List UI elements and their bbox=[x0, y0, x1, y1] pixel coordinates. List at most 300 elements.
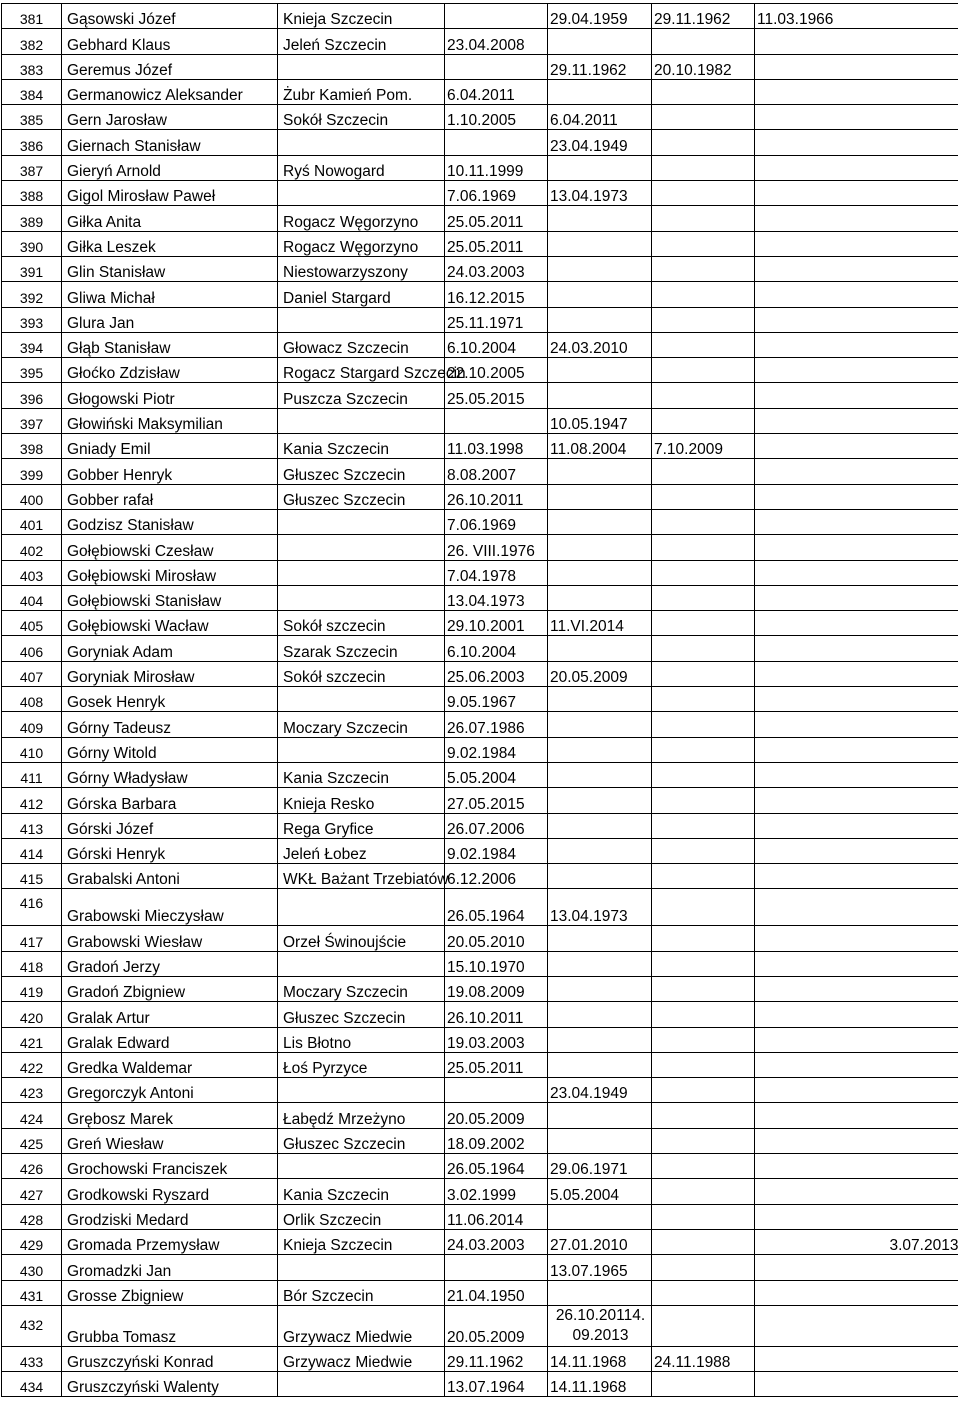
date-6-cell bbox=[888, 1154, 958, 1179]
row-number-cell: 387 bbox=[2, 155, 62, 180]
date-2-cell bbox=[548, 484, 652, 509]
date-1-cell bbox=[445, 408, 548, 433]
club-name-cell: Knieja Resko bbox=[278, 788, 445, 813]
table-row bbox=[2, 484, 958, 509]
date-4-cell bbox=[755, 155, 825, 180]
row-number-cell: 402 bbox=[2, 535, 62, 560]
member-name-cell: Grosse Zbigniew bbox=[62, 1280, 278, 1305]
date-1-cell: 3.02.1999 bbox=[445, 1179, 548, 1204]
date-6-cell bbox=[888, 1346, 958, 1371]
club-name-cell: Moczary Szczecin bbox=[278, 976, 445, 1001]
table-row bbox=[2, 535, 958, 560]
date-4-cell bbox=[755, 29, 825, 54]
member-name-cell: Gradoń Zbigniew bbox=[62, 976, 278, 1001]
date-3-cell bbox=[652, 1372, 755, 1397]
date-2-cell bbox=[548, 636, 652, 661]
date-5-cell bbox=[825, 358, 888, 383]
row-number-cell: 399 bbox=[2, 459, 62, 484]
date-5-cell bbox=[825, 4, 888, 29]
table-row bbox=[2, 130, 958, 155]
row-number-cell: 381 bbox=[2, 4, 62, 29]
date-3-cell bbox=[652, 976, 755, 1001]
date-6-cell bbox=[888, 926, 958, 951]
date-6-cell bbox=[888, 231, 958, 256]
date-6-cell bbox=[888, 1179, 958, 1204]
club-name-cell bbox=[278, 1255, 445, 1280]
date-4-cell bbox=[755, 383, 825, 408]
club-name-cell: Kania Szczecin bbox=[278, 1179, 445, 1204]
club-name-cell bbox=[278, 535, 445, 560]
date-1-cell: 13.04.1973 bbox=[445, 585, 548, 610]
row-number-cell: 413 bbox=[2, 813, 62, 838]
date-1-cell: 10.11.1999 bbox=[445, 155, 548, 180]
date-6-cell bbox=[888, 79, 958, 104]
date-3-cell: 20.10.1982 bbox=[652, 54, 755, 79]
date-3-cell bbox=[652, 1179, 755, 1204]
date-1-cell: 6.12.2006 bbox=[445, 864, 548, 889]
date-4-cell bbox=[755, 1204, 825, 1229]
table-row bbox=[2, 54, 958, 79]
row-number-cell: 406 bbox=[2, 636, 62, 661]
date-4-cell bbox=[755, 762, 825, 787]
date-3-cell bbox=[652, 762, 755, 787]
date-1-cell: 6.04.2011 bbox=[445, 79, 548, 104]
date-2-cell: 11.VI.2014 bbox=[548, 611, 652, 636]
date-4-cell bbox=[755, 687, 825, 712]
row-number-cell: 401 bbox=[2, 509, 62, 534]
date-3-cell bbox=[652, 951, 755, 976]
club-name-cell bbox=[278, 737, 445, 762]
date-6-cell bbox=[888, 29, 958, 54]
date-6-cell bbox=[888, 358, 958, 383]
date-3-cell bbox=[652, 105, 755, 130]
date-1-cell: 7.06.1969 bbox=[445, 181, 548, 206]
date-5-cell bbox=[825, 535, 888, 560]
table-row bbox=[2, 813, 958, 838]
date-1-cell: 26.10.2011 bbox=[445, 484, 548, 509]
member-name-cell: Grochowski Franciszek bbox=[62, 1154, 278, 1179]
member-name-cell: Gruszczyński Konrad bbox=[62, 1346, 278, 1371]
date-1-cell: 18.09.2002 bbox=[445, 1128, 548, 1153]
date-4-cell bbox=[755, 535, 825, 560]
member-name-cell: Gołębiowski Wacław bbox=[62, 611, 278, 636]
date-1-cell: 8.08.2007 bbox=[445, 459, 548, 484]
date-2-cell: 24.03.2010 bbox=[548, 332, 652, 357]
member-name-cell: Gieryń Arnold bbox=[62, 155, 278, 180]
date-6-cell bbox=[888, 687, 958, 712]
date-3-cell bbox=[652, 585, 755, 610]
date-4-cell bbox=[755, 889, 825, 926]
date-4-cell bbox=[755, 408, 825, 433]
date-4-cell bbox=[755, 358, 825, 383]
club-name-cell: Grzywacz Miedwie bbox=[278, 1346, 445, 1371]
date-4-cell bbox=[755, 484, 825, 509]
club-name-cell: Jeleń Łobez bbox=[278, 838, 445, 863]
date-5-cell bbox=[825, 864, 888, 889]
date-4-cell bbox=[755, 1027, 825, 1052]
row-number-cell: 404 bbox=[2, 585, 62, 610]
row-number-cell: 425 bbox=[2, 1128, 62, 1153]
date-3-cell: 24.11.1988 bbox=[652, 1346, 755, 1371]
date-4-cell bbox=[755, 1305, 825, 1346]
row-number-cell: 389 bbox=[2, 206, 62, 231]
club-name-cell: Jeleń Szczecin bbox=[278, 29, 445, 54]
date-2-cell: 14.11.1968 bbox=[548, 1346, 652, 1371]
member-name-cell: Górny Władysław bbox=[62, 762, 278, 787]
table-row bbox=[2, 1255, 958, 1280]
club-name-cell: Kania Szczecin bbox=[278, 762, 445, 787]
date-4-cell bbox=[755, 712, 825, 737]
table-row bbox=[2, 585, 958, 610]
club-name-cell: WKŁ Bażant Trzebiatów bbox=[278, 864, 445, 889]
date-6-cell bbox=[888, 181, 958, 206]
club-name-cell: Łabędź Mrzeżyno bbox=[278, 1103, 445, 1128]
date-2-cell bbox=[548, 206, 652, 231]
member-name-cell: Gniady Emil bbox=[62, 434, 278, 459]
member-name-cell: Górny Witold bbox=[62, 737, 278, 762]
date-3-cell bbox=[652, 29, 755, 54]
date-5-cell bbox=[825, 1179, 888, 1204]
table-row bbox=[2, 509, 958, 534]
club-name-cell: Moczary Szczecin bbox=[278, 712, 445, 737]
member-name-cell: Grabowski Mieczysław bbox=[62, 889, 278, 926]
table-row bbox=[2, 951, 958, 976]
date-2-cell bbox=[548, 687, 652, 712]
date-6-cell bbox=[888, 1305, 958, 1346]
date-6-cell bbox=[888, 1002, 958, 1027]
table-row bbox=[2, 976, 958, 1001]
row-number-cell: 434 bbox=[2, 1372, 62, 1397]
row-number-cell: 405 bbox=[2, 611, 62, 636]
row-number-cell: 417 bbox=[2, 926, 62, 951]
member-name-cell: Giłka Leszek bbox=[62, 231, 278, 256]
row-number-cell: 412 bbox=[2, 788, 62, 813]
date-6-cell bbox=[888, 307, 958, 332]
date-3-cell bbox=[652, 206, 755, 231]
club-name-cell: Głuszec Szczecin bbox=[278, 484, 445, 509]
date-3-cell bbox=[652, 687, 755, 712]
club-name-cell bbox=[278, 1078, 445, 1103]
club-name-cell: Lis Błotno bbox=[278, 1027, 445, 1052]
date-2-cell bbox=[548, 1027, 652, 1052]
date-1-cell: 29.10.2001 bbox=[445, 611, 548, 636]
date-3-cell bbox=[652, 1128, 755, 1153]
date-5-cell bbox=[825, 307, 888, 332]
table-row bbox=[2, 1154, 958, 1179]
date-5-cell bbox=[825, 1280, 888, 1305]
date-4-cell bbox=[755, 1255, 825, 1280]
date-4-cell bbox=[755, 1280, 825, 1305]
date-1-cell: 22.10.2005 bbox=[445, 358, 548, 383]
date-2-cell bbox=[548, 1052, 652, 1077]
date-1-cell: 25.05.2011 bbox=[445, 231, 548, 256]
date-2-cell bbox=[548, 1280, 652, 1305]
date-2-cell: 26.10.20114. 09.2013 bbox=[548, 1305, 652, 1346]
member-name-cell: Górski Henryk bbox=[62, 838, 278, 863]
member-name-cell: Godzisz Stanisław bbox=[62, 509, 278, 534]
member-name-cell: Gołębiowski Stanisław bbox=[62, 585, 278, 610]
table-row bbox=[2, 1280, 958, 1305]
row-number-cell: 418 bbox=[2, 951, 62, 976]
date-1-cell: 26.07.2006 bbox=[445, 813, 548, 838]
date-5-cell bbox=[825, 560, 888, 585]
date-5-cell bbox=[825, 712, 888, 737]
date-3-cell bbox=[652, 1305, 755, 1346]
date-2-cell: 13.04.1973 bbox=[548, 181, 652, 206]
date-1-cell: 21.04.1950 bbox=[445, 1280, 548, 1305]
club-name-cell: Orzeł Świnoujście bbox=[278, 926, 445, 951]
date-4-cell bbox=[755, 105, 825, 130]
member-name-cell: Gregorczyk Antoni bbox=[62, 1078, 278, 1103]
table-row bbox=[2, 79, 958, 104]
date-2-cell: 6.04.2011 bbox=[548, 105, 652, 130]
club-name-cell: Bór Szczecin bbox=[278, 1280, 445, 1305]
date-2-cell bbox=[548, 282, 652, 307]
table-row bbox=[2, 1346, 958, 1371]
date-3-cell bbox=[652, 1204, 755, 1229]
date-6-cell bbox=[888, 105, 958, 130]
date-4-cell bbox=[755, 434, 825, 459]
date-2-cell bbox=[548, 1103, 652, 1128]
table-row bbox=[2, 231, 958, 256]
table-row bbox=[2, 29, 958, 54]
date-5-cell bbox=[825, 332, 888, 357]
date-5-cell bbox=[825, 838, 888, 863]
date-2-cell bbox=[548, 256, 652, 281]
table-row bbox=[2, 737, 958, 762]
club-name-cell bbox=[278, 687, 445, 712]
member-name-cell: Gobber rafał bbox=[62, 484, 278, 509]
date-3-cell bbox=[652, 535, 755, 560]
date-2-cell bbox=[548, 509, 652, 534]
row-number-cell: 419 bbox=[2, 976, 62, 1001]
date-4-cell bbox=[755, 231, 825, 256]
date-3-cell bbox=[652, 737, 755, 762]
date-3-cell bbox=[652, 484, 755, 509]
club-name-cell: Rogacz Węgorzyno bbox=[278, 231, 445, 256]
date-4-cell bbox=[755, 130, 825, 155]
date-5-cell bbox=[825, 636, 888, 661]
date-2-cell: 11.08.2004 bbox=[548, 434, 652, 459]
date-4-cell bbox=[755, 79, 825, 104]
date-3-cell bbox=[652, 256, 755, 281]
row-number-cell: 390 bbox=[2, 231, 62, 256]
date-6-cell bbox=[888, 864, 958, 889]
date-1-cell: 20.05.2009 bbox=[445, 1103, 548, 1128]
member-name-cell: Górska Barbara bbox=[62, 788, 278, 813]
row-number-cell: 398 bbox=[2, 434, 62, 459]
date-5-cell bbox=[825, 1372, 888, 1397]
row-number-cell: 384 bbox=[2, 79, 62, 104]
club-name-cell: Sokół szczecin bbox=[278, 661, 445, 686]
date-4-cell bbox=[755, 737, 825, 762]
table-row bbox=[2, 838, 958, 863]
date-2-cell bbox=[548, 79, 652, 104]
date-2-cell: 29.04.1959 bbox=[548, 4, 652, 29]
club-name-cell: Niestowarzyszony bbox=[278, 256, 445, 281]
date-4-cell bbox=[755, 585, 825, 610]
club-name-cell: Ryś Nowogard bbox=[278, 155, 445, 180]
date-1-cell: 1.10.2005 bbox=[445, 105, 548, 130]
date-5-cell bbox=[825, 509, 888, 534]
member-name-cell: Grodkowski Ryszard bbox=[62, 1179, 278, 1204]
date-3-cell bbox=[652, 459, 755, 484]
row-number-cell: 403 bbox=[2, 560, 62, 585]
date-6-cell bbox=[888, 155, 958, 180]
member-name-cell: Gromadzki Jan bbox=[62, 1255, 278, 1280]
table-row bbox=[2, 358, 958, 383]
row-number-cell: 396 bbox=[2, 383, 62, 408]
date-1-cell: 25.05.2011 bbox=[445, 1052, 548, 1077]
date-2-cell bbox=[548, 1128, 652, 1153]
date-5-cell bbox=[825, 951, 888, 976]
club-name-cell bbox=[278, 889, 445, 926]
table-row bbox=[2, 788, 958, 813]
row-number-cell: 393 bbox=[2, 307, 62, 332]
date-4-cell bbox=[755, 1052, 825, 1077]
date-4-cell bbox=[755, 813, 825, 838]
date-5-cell bbox=[825, 1305, 888, 1346]
date-6-cell bbox=[888, 813, 958, 838]
date-1-cell: 15.10.1970 bbox=[445, 951, 548, 976]
date-3-cell bbox=[652, 79, 755, 104]
date-6-cell bbox=[888, 788, 958, 813]
date-5-cell bbox=[825, 383, 888, 408]
table-row bbox=[2, 889, 958, 926]
date-4-cell bbox=[755, 1372, 825, 1397]
table-row bbox=[2, 1372, 958, 1397]
date-5-cell bbox=[825, 1103, 888, 1128]
date-4-cell bbox=[755, 1103, 825, 1128]
date-6-cell bbox=[888, 206, 958, 231]
member-name-cell: Geremus Józef bbox=[62, 54, 278, 79]
row-number-cell: 416 bbox=[2, 889, 62, 926]
row-number-cell: 428 bbox=[2, 1204, 62, 1229]
member-name-cell: Gromada Przemysław bbox=[62, 1229, 278, 1254]
date-6-cell bbox=[888, 889, 958, 926]
date-5-cell bbox=[825, 976, 888, 1001]
club-name-cell: Rogacz Węgorzyno bbox=[278, 206, 445, 231]
date-3-cell bbox=[652, 1280, 755, 1305]
date-4-cell bbox=[755, 54, 825, 79]
member-name-cell: Gołębiowski Czesław bbox=[62, 535, 278, 560]
table-row bbox=[2, 712, 958, 737]
date-6-cell bbox=[888, 130, 958, 155]
date-1-cell: 11.03.1998 bbox=[445, 434, 548, 459]
date-5-cell bbox=[825, 1346, 888, 1371]
date-5-cell bbox=[825, 282, 888, 307]
row-number-cell: 431 bbox=[2, 1280, 62, 1305]
member-name-cell: Górny Tadeusz bbox=[62, 712, 278, 737]
date-1-cell: 19.08.2009 bbox=[445, 976, 548, 1001]
table-row bbox=[2, 105, 958, 130]
date-6-cell bbox=[888, 332, 958, 357]
date-2-cell: 10.05.1947 bbox=[548, 408, 652, 433]
row-number-cell: 424 bbox=[2, 1103, 62, 1128]
date-1-cell: 13.07.1964 bbox=[445, 1372, 548, 1397]
date-5-cell bbox=[825, 256, 888, 281]
row-number-cell: 433 bbox=[2, 1346, 62, 1371]
row-number-cell: 407 bbox=[2, 661, 62, 686]
date-5-cell bbox=[825, 661, 888, 686]
date-6-cell bbox=[888, 282, 958, 307]
date-4-cell bbox=[755, 307, 825, 332]
member-name-cell: Grabalski Antoni bbox=[62, 864, 278, 889]
club-name-cell bbox=[278, 54, 445, 79]
date-3-cell bbox=[652, 358, 755, 383]
member-name-cell: Gern Jarosław bbox=[62, 105, 278, 130]
row-number-cell: 429 bbox=[2, 1229, 62, 1254]
date-2-cell bbox=[548, 926, 652, 951]
member-name-cell: Gralak Edward bbox=[62, 1027, 278, 1052]
date-5-cell bbox=[825, 29, 888, 54]
date-6-cell: 3.07.2013 bbox=[888, 1229, 958, 1254]
date-1-cell: 25.05.2011 bbox=[445, 206, 548, 231]
date-5-cell bbox=[825, 54, 888, 79]
row-number-cell: 427 bbox=[2, 1179, 62, 1204]
member-name-cell: Gobber Henryk bbox=[62, 459, 278, 484]
date-4-cell: 11.03.1966 bbox=[755, 4, 825, 29]
club-name-cell bbox=[278, 1372, 445, 1397]
row-number-cell: 422 bbox=[2, 1052, 62, 1077]
table-row bbox=[2, 206, 958, 231]
date-1-cell: 26.05.1964 bbox=[445, 1154, 548, 1179]
date-4-cell bbox=[755, 256, 825, 281]
date-6-cell bbox=[888, 1052, 958, 1077]
date-4-cell bbox=[755, 282, 825, 307]
table-row bbox=[2, 1229, 958, 1254]
date-5-cell bbox=[825, 1204, 888, 1229]
date-4-cell bbox=[755, 1002, 825, 1027]
row-number-cell: 400 bbox=[2, 484, 62, 509]
row-number-cell: 423 bbox=[2, 1078, 62, 1103]
member-name-cell: Górski Józef bbox=[62, 813, 278, 838]
table-row bbox=[2, 256, 958, 281]
club-name-cell bbox=[278, 1154, 445, 1179]
date-1-cell: 19.03.2003 bbox=[445, 1027, 548, 1052]
date-1-cell: 6.10.2004 bbox=[445, 332, 548, 357]
row-number-cell: 386 bbox=[2, 130, 62, 155]
date-4-cell bbox=[755, 1078, 825, 1103]
table-row bbox=[2, 155, 958, 180]
date-2-cell bbox=[548, 459, 652, 484]
date-6-cell bbox=[888, 636, 958, 661]
club-name-cell: Żubr Kamień Pom. bbox=[278, 79, 445, 104]
date-4-cell bbox=[755, 206, 825, 231]
club-name-cell: Rega Gryfice bbox=[278, 813, 445, 838]
date-2-cell bbox=[548, 762, 652, 787]
date-6-cell bbox=[888, 585, 958, 610]
date-6-cell bbox=[888, 459, 958, 484]
date-5-cell bbox=[825, 408, 888, 433]
date-5-cell bbox=[825, 155, 888, 180]
member-name-cell: Goryniak Mirosław bbox=[62, 661, 278, 686]
date-4-cell bbox=[755, 951, 825, 976]
table-row bbox=[2, 408, 958, 433]
date-2-cell: 20.05.2009 bbox=[548, 661, 652, 686]
date-4-cell bbox=[755, 509, 825, 534]
date-6-cell bbox=[888, 712, 958, 737]
date-1-cell: 26.10.2011 bbox=[445, 1002, 548, 1027]
date-5-cell bbox=[825, 484, 888, 509]
member-name-cell: Goryniak Adam bbox=[62, 636, 278, 661]
table-row bbox=[2, 661, 958, 686]
date-3-cell bbox=[652, 1078, 755, 1103]
date-2-cell: 13.07.1965 bbox=[548, 1255, 652, 1280]
club-name-cell: Rogacz Stargard Szczecin bbox=[278, 358, 445, 383]
date-5-cell bbox=[825, 130, 888, 155]
date-2-cell bbox=[548, 1204, 652, 1229]
